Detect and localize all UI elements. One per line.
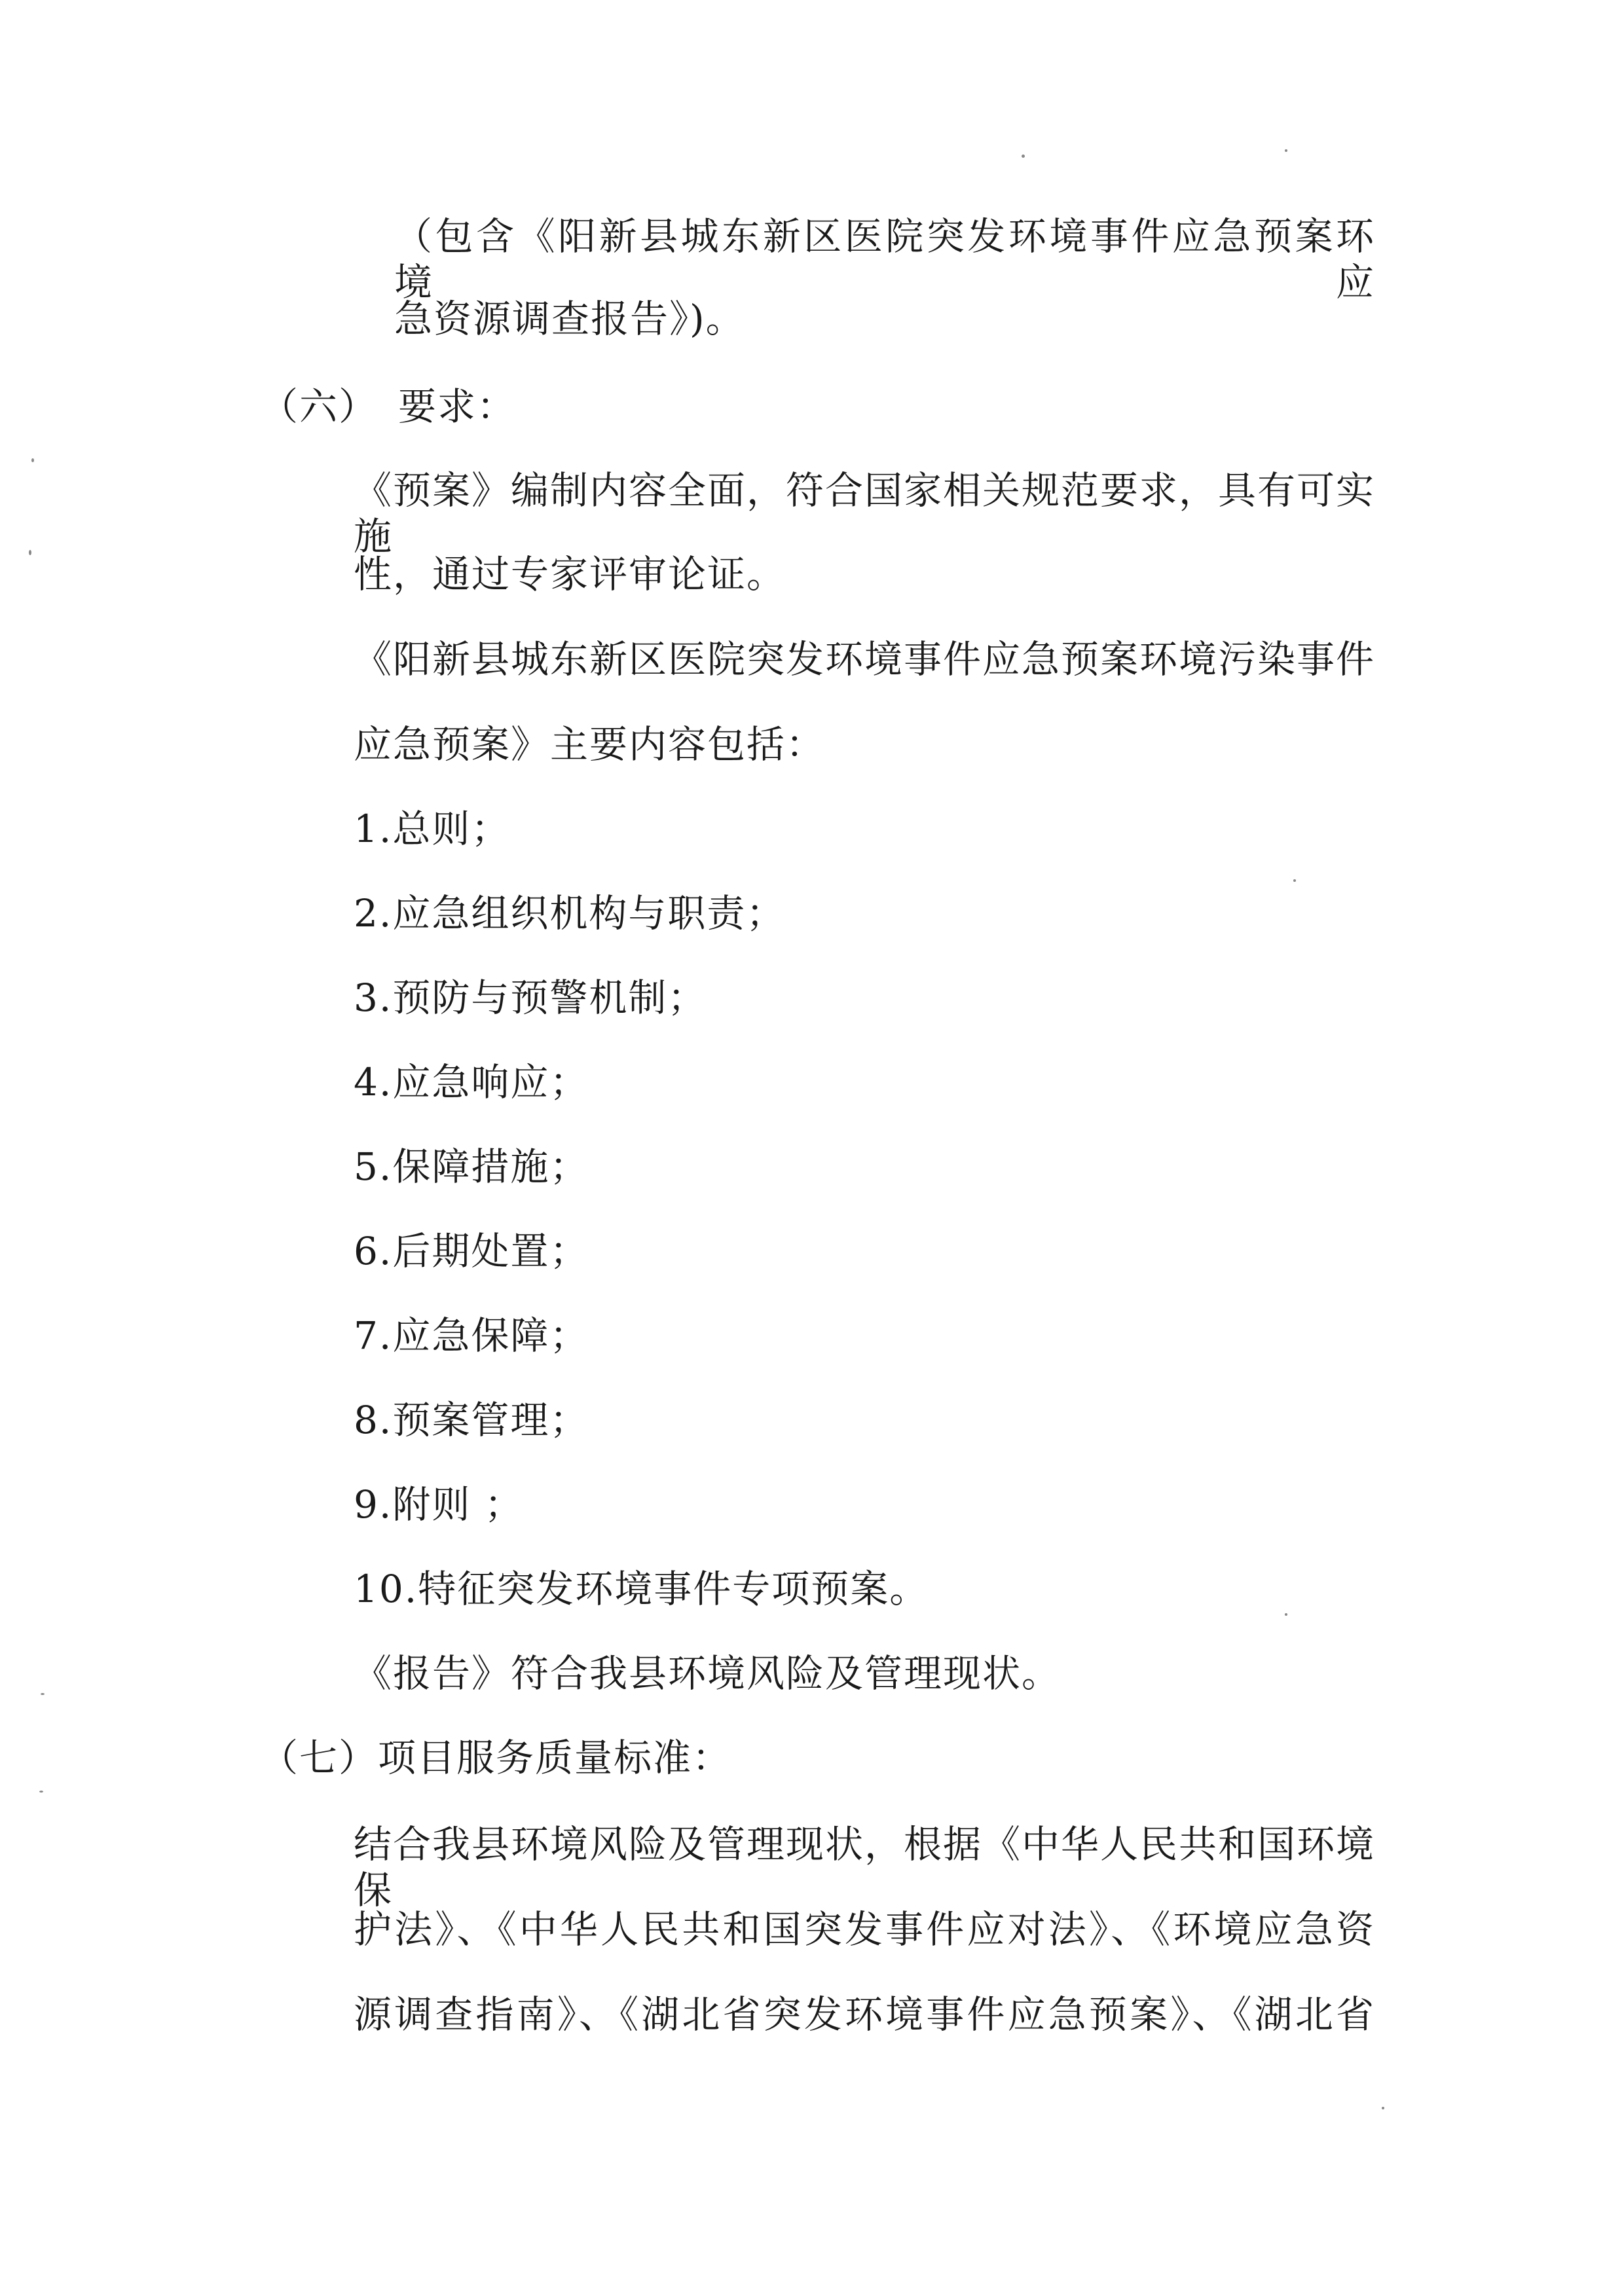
scan-speck [1293,879,1296,882]
list-item: 3.预防与预警机制； [354,975,707,1020]
quality-standard-line-1: 结合我县环境风险及管理现状，根据《中华人民共和国环境保 [354,1822,1376,1912]
plan-contents-line-1: 《阳新县城东新区医院突发环境事件应急预案环境污染事件 [354,637,1376,682]
quality-standard-line-2: 护法》、《中华人民共和国突发事件应对法》、《环境应急资 [354,1907,1375,1952]
list-item: 8.预案管理； [354,1398,589,1442]
list-item: 4.应急响应； [354,1060,589,1104]
report-statement: 《报告》符合我县环境风险及管理现状。 [354,1651,1061,1696]
scan-speck [31,458,34,462]
intro-continuation-line-1: （包含《阳新县城东新区医院突发环境事件应急预案环境应 [394,214,1375,304]
plan-contents-line-2: 应急预案》主要内容包括： [354,722,826,767]
scan-speck [1022,155,1025,158]
list-item: 5.保障措施； [354,1144,589,1189]
scan-speck [41,1693,45,1695]
requirement-paragraph-line-2: 性，通过专家评审论证。 [354,552,786,596]
list-item: 7.应急保障； [354,1313,589,1358]
requirement-paragraph-line-1: 《预案》编制内容全面，符合国家相关规范要求，具有可实施 [354,468,1376,558]
scan-speck [29,550,31,555]
list-item: 10.特征突发环境事件专项预案。 [354,1567,929,1611]
intro-continuation-line-2: 急资源调查报告》)。 [394,297,745,341]
scan-speck [39,1791,43,1793]
scan-speck [1285,1613,1287,1616]
list-item: 1.总则； [354,807,511,851]
list-item: 2.应急组织机构与职责； [354,891,786,936]
quality-standard-line-3: 源调查指南》、《湖北省突发环境事件应急预案》、《湖北省 [354,1992,1375,2037]
scan-speck [1285,149,1287,152]
scan-speck [1382,2107,1384,2109]
list-item: 9.附则 ； [354,1482,524,1527]
list-item: 6.后期处置； [354,1229,589,1273]
section-6-heading: （六） 要求： [260,384,517,429]
section-7-heading: （七）项目服务质量标准： [260,1736,732,1780]
